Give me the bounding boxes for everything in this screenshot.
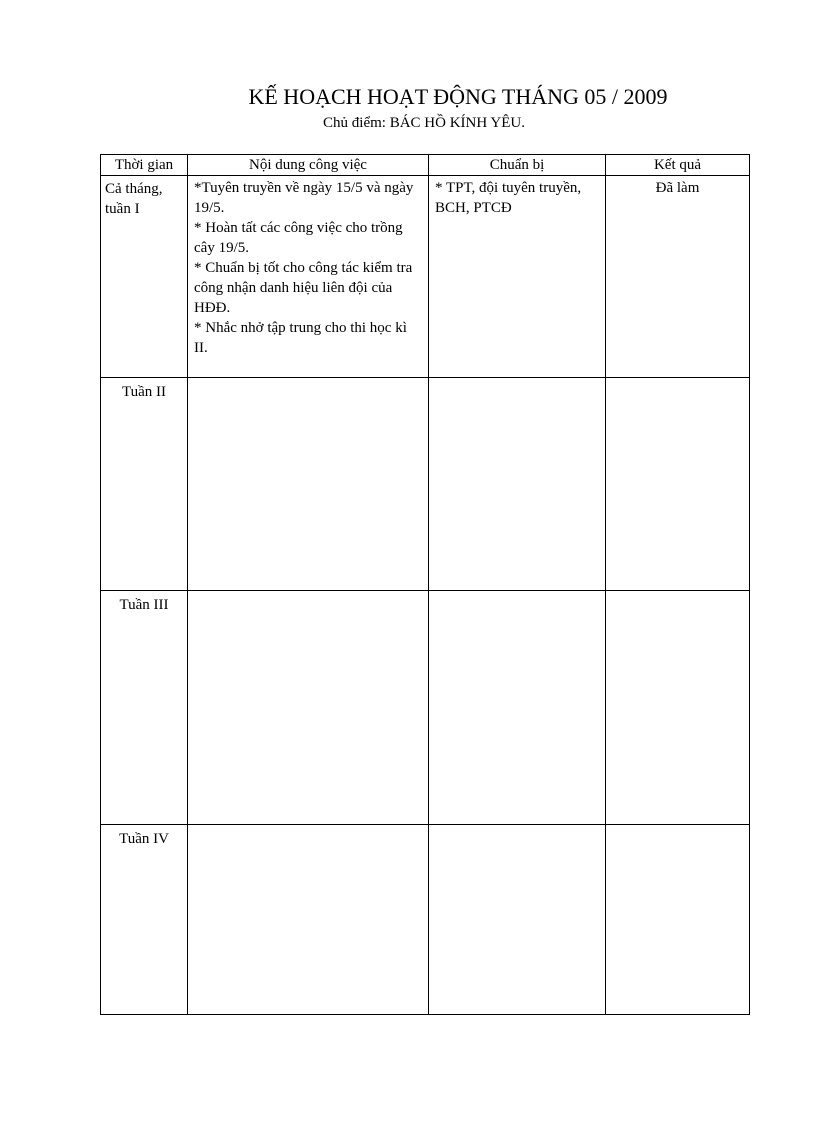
row-result [606,378,750,591]
row-time: Cả tháng, tuần I [101,176,188,378]
document-title: KẾ HOẠCH HOẠT ĐỘNG THÁNG 05 / 2009 [248,84,668,109]
row-result [606,591,750,825]
row-preparation [429,378,606,591]
table-row [101,591,750,825]
row-result: Đã làm [606,176,750,378]
row-preparation [429,591,606,825]
row-time: Tuần II [101,378,188,591]
row-preparation [429,825,606,1015]
content-item: * Chuẩn bị tốt cho công tác kiểm tra công nhận danh hiệu liên đội của HĐĐ. [194,260,413,316]
header-time: Thời gian [101,155,188,176]
table-row [101,176,750,378]
header-content: Nội dung công việc [188,155,429,176]
header-preparation: Chuẩn bị [429,155,606,176]
row-result [606,825,750,1015]
content-item: * Hoàn tất các công việc cho trồng cây 19/5. [194,220,403,256]
document-subtitle: Chủ điểm: BÁC HỒ KÍNH YÊU. [323,115,525,131]
row-preparation: * TPT, đội tuyên truyền, BCH, PTCĐ [429,176,606,378]
row-content [188,378,429,591]
row-time: Tuần IV [101,825,188,1015]
table-header-row [101,155,750,176]
table-row [101,825,750,1015]
row-content [188,591,429,825]
content-item: *Tuyên truyền về ngày 15/5 và ngày 19/5. [194,180,414,216]
table-row [101,378,750,591]
activity-plan-table [100,154,750,1015]
row-time: Tuần III [101,591,188,825]
header-result: Kết quả [606,155,750,176]
content-item: * Nhắc nhở tập trung cho thi học kì II. [194,320,407,356]
row-content [188,825,429,1015]
row-content [188,176,429,378]
